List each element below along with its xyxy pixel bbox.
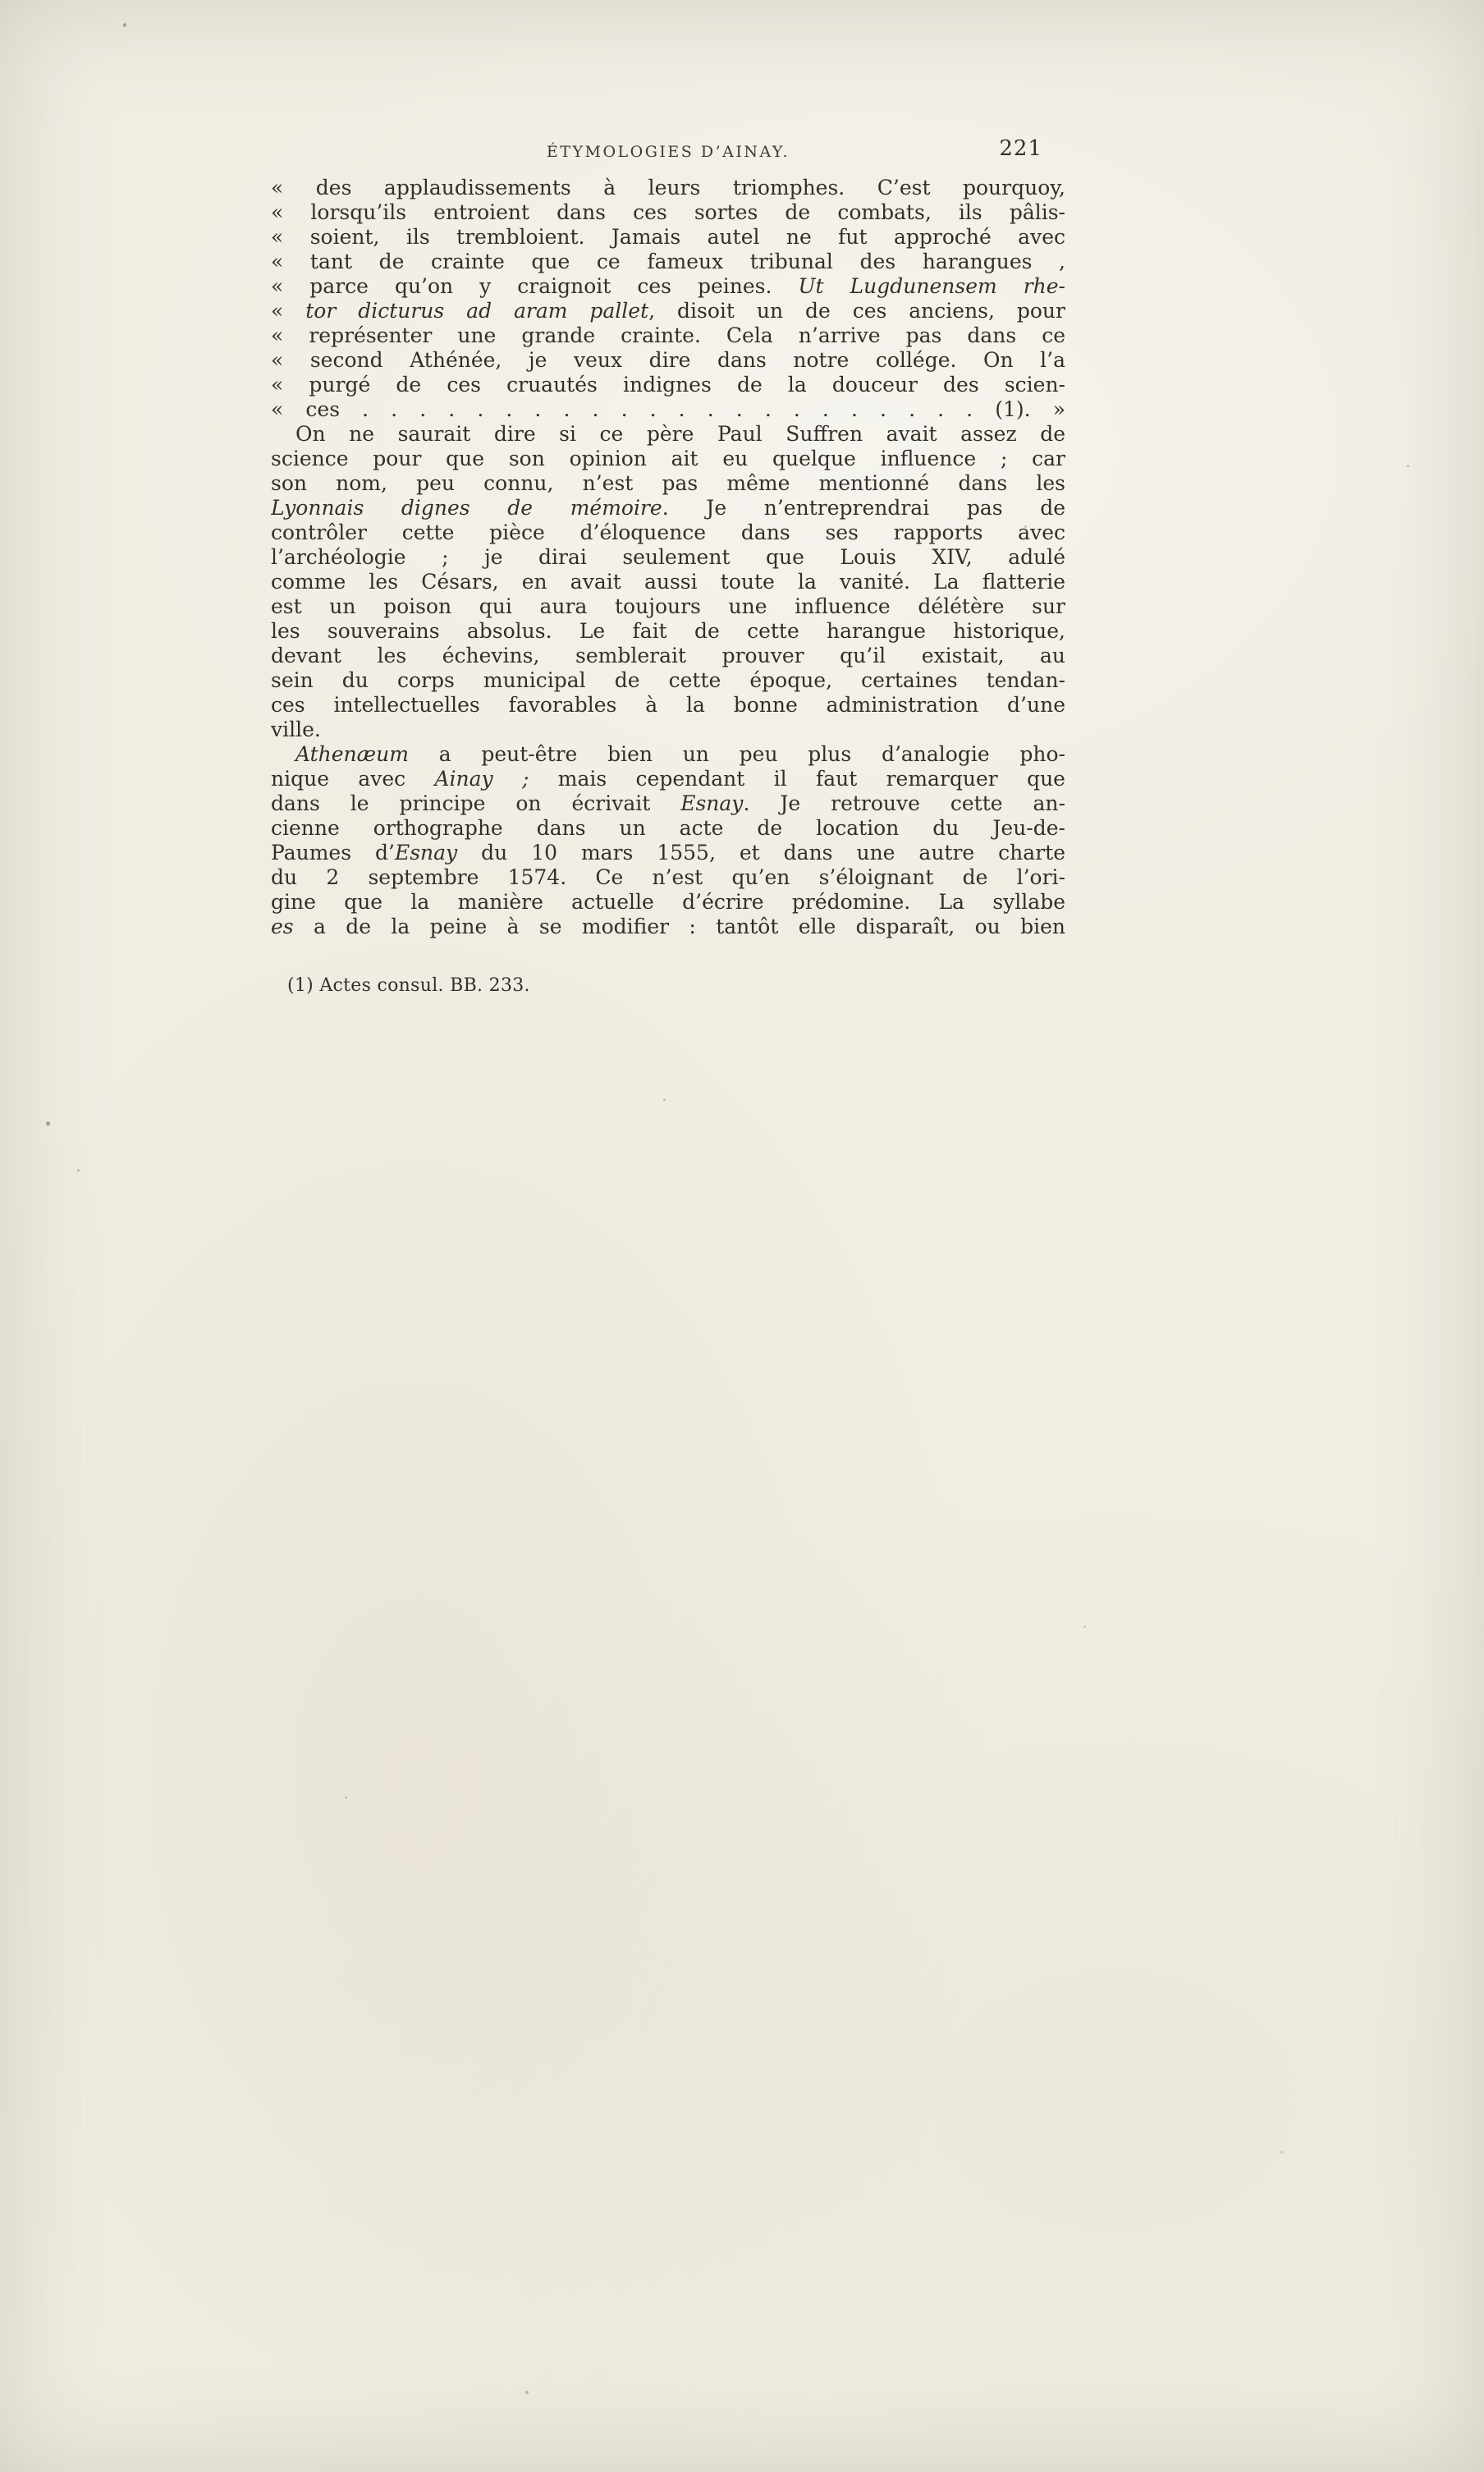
text-segment: cienne orthographe dans un acte de location du Jeu-de- bbox=[271, 816, 1065, 840]
text-line bbox=[271, 521, 1065, 545]
text-segment: devant les échevins, semblerait prouver qu’il existait, au bbox=[271, 644, 1065, 667]
text-line bbox=[271, 644, 1065, 668]
italic-text: Esnay bbox=[394, 841, 458, 865]
text-segment: . Je n’entreprendrai pas de bbox=[662, 496, 1065, 520]
text-segment: , disoit un de ces anciens, pour bbox=[648, 299, 1065, 323]
text-line bbox=[271, 718, 1065, 742]
page-number: 221 bbox=[999, 136, 1042, 161]
text-line bbox=[271, 200, 1065, 225]
scan-speck bbox=[1280, 2151, 1283, 2153]
italic-text: Ut Lugdunensem rhe- bbox=[798, 274, 1065, 298]
text-segment: du 10 mars 1555, et dans une autre charte bbox=[457, 841, 1065, 865]
scan-speck bbox=[345, 1796, 347, 1799]
text-line bbox=[271, 791, 1065, 816]
italic-text: es bbox=[271, 915, 294, 938]
text-segment: « tant de crainte que ce fameux tribunal des harangues , bbox=[271, 250, 1065, 273]
text-line bbox=[271, 693, 1065, 718]
text-segment: science pour que son opinion ait eu quelque influence ; car bbox=[271, 447, 1065, 470]
text-segment: « second Athénée, je veux dire dans notre collége. On l’a bbox=[271, 348, 1065, 372]
text-segment: On ne saurait dire si ce père Paul Suffren avait assez de bbox=[295, 422, 1065, 446]
italic-text: tor dicturus ad aram pallet bbox=[305, 299, 649, 323]
text-line bbox=[271, 594, 1065, 619]
text-segment: « parce qu’on y craignoit ces peines. bbox=[271, 274, 799, 298]
text-line bbox=[271, 767, 1065, 791]
footnote: (1) Actes consul. BB. 233. bbox=[287, 975, 530, 996]
text-line bbox=[271, 323, 1065, 348]
text-line bbox=[271, 865, 1065, 890]
text-segment: les souverains absolus. Le fait de cette harangue historique, bbox=[271, 619, 1065, 643]
italic-text: Esnay bbox=[680, 791, 744, 815]
text-segment: sein du corps municipal de cette époque, certaines tendan- bbox=[271, 668, 1065, 692]
text-line bbox=[271, 570, 1065, 594]
text-line bbox=[271, 176, 1065, 200]
scan-speck bbox=[46, 1121, 50, 1126]
text-segment: « représenter une grande crainte. Cela n’arrive pas dans ce bbox=[271, 323, 1065, 347]
scan-speck bbox=[1083, 1626, 1086, 1628]
italic-text: Athenæum bbox=[295, 742, 409, 766]
text-line bbox=[271, 841, 1065, 865]
text-line bbox=[271, 545, 1065, 570]
text-segment: « des applaudissements à leurs triomphes. C’est pourquoy, bbox=[271, 176, 1065, 200]
text-segment: l’archéologie ; je dirai seulement que Louis XIV, adulé bbox=[271, 545, 1065, 569]
text-line bbox=[271, 742, 1065, 767]
text-segment: « purgé de ces cruautés indignes de la douceur des scien- bbox=[271, 373, 1065, 397]
text-segment: mais cependant il faut remarquer que bbox=[529, 767, 1065, 791]
text-line bbox=[271, 348, 1065, 373]
text-segment: est un poison qui aura toujours une influence délétère sur bbox=[271, 594, 1065, 618]
text-line bbox=[271, 274, 1065, 299]
italic-text: Ainay ; bbox=[434, 767, 529, 791]
text-segment: ville. bbox=[271, 718, 321, 741]
text-line bbox=[271, 447, 1065, 471]
text-segment: a de la peine à se modifier : tantôt elle disparaît, ou bien bbox=[293, 915, 1065, 938]
text-block bbox=[271, 176, 1065, 939]
scan-speck bbox=[525, 2391, 529, 2394]
text-line bbox=[271, 668, 1065, 693]
text-line bbox=[271, 225, 1065, 250]
text-line bbox=[271, 373, 1065, 397]
text-segment: « bbox=[271, 299, 306, 323]
text-line bbox=[271, 299, 1065, 323]
text-line bbox=[271, 816, 1065, 841]
scan-speck bbox=[1024, 525, 1027, 528]
text-line bbox=[271, 250, 1065, 274]
text-segment: nique avec bbox=[271, 767, 435, 791]
text-line bbox=[271, 397, 1065, 422]
text-segment: du 2 septembre 1574. Ce n’est qu’en s’éloignant de l’ori- bbox=[271, 865, 1065, 889]
text-segment: comme les Césars, en avait aussi toute la vanité. La flatterie bbox=[271, 570, 1065, 594]
text-segment: . Je retrouve cette an- bbox=[743, 791, 1065, 815]
scan-speck bbox=[123, 23, 126, 27]
page-header bbox=[271, 138, 1065, 176]
text-line bbox=[271, 619, 1065, 644]
text-segment: gine que la manière actuelle d’écrire prédomine. La syllabe bbox=[271, 890, 1065, 914]
text-line bbox=[271, 890, 1065, 915]
scan-speck bbox=[1407, 465, 1409, 467]
scan-speck bbox=[77, 1169, 80, 1172]
text-segment: dans le principe on écrivait bbox=[271, 791, 681, 815]
text-line bbox=[271, 915, 1065, 939]
text-segment: ces intellectuelles favorables à la bonne administration d’une bbox=[271, 693, 1065, 717]
scan-speck bbox=[663, 1098, 666, 1101]
text-segment: « ces . . . . . . . . . . . . . . . . . . . . . . (1). » bbox=[271, 397, 1065, 421]
running-title: ÉTYMOLOGIES D’AINAY. bbox=[546, 143, 790, 161]
text-segment: a peut-être bien un peu plus d’analogie pho- bbox=[408, 742, 1065, 766]
text-line bbox=[271, 422, 1065, 447]
text-line bbox=[271, 471, 1065, 496]
text-segment: « lorsqu’ils entroient dans ces sortes de combats, ils pâlis- bbox=[271, 200, 1065, 224]
text-line bbox=[271, 496, 1065, 521]
italic-text: Lyonnais dignes de mémoire bbox=[271, 496, 662, 520]
text-segment: contrôler cette pièce d’éloquence dans ses rapports avec bbox=[271, 521, 1065, 544]
text-segment: « soient, ils trembloient. Jamais autel ne fut approché avec bbox=[271, 225, 1065, 249]
text-segment: Paumes d’ bbox=[271, 841, 395, 865]
text-segment: son nom, peu connu, n’est pas même mentionné dans les bbox=[271, 471, 1065, 495]
text-area bbox=[271, 138, 1065, 996]
